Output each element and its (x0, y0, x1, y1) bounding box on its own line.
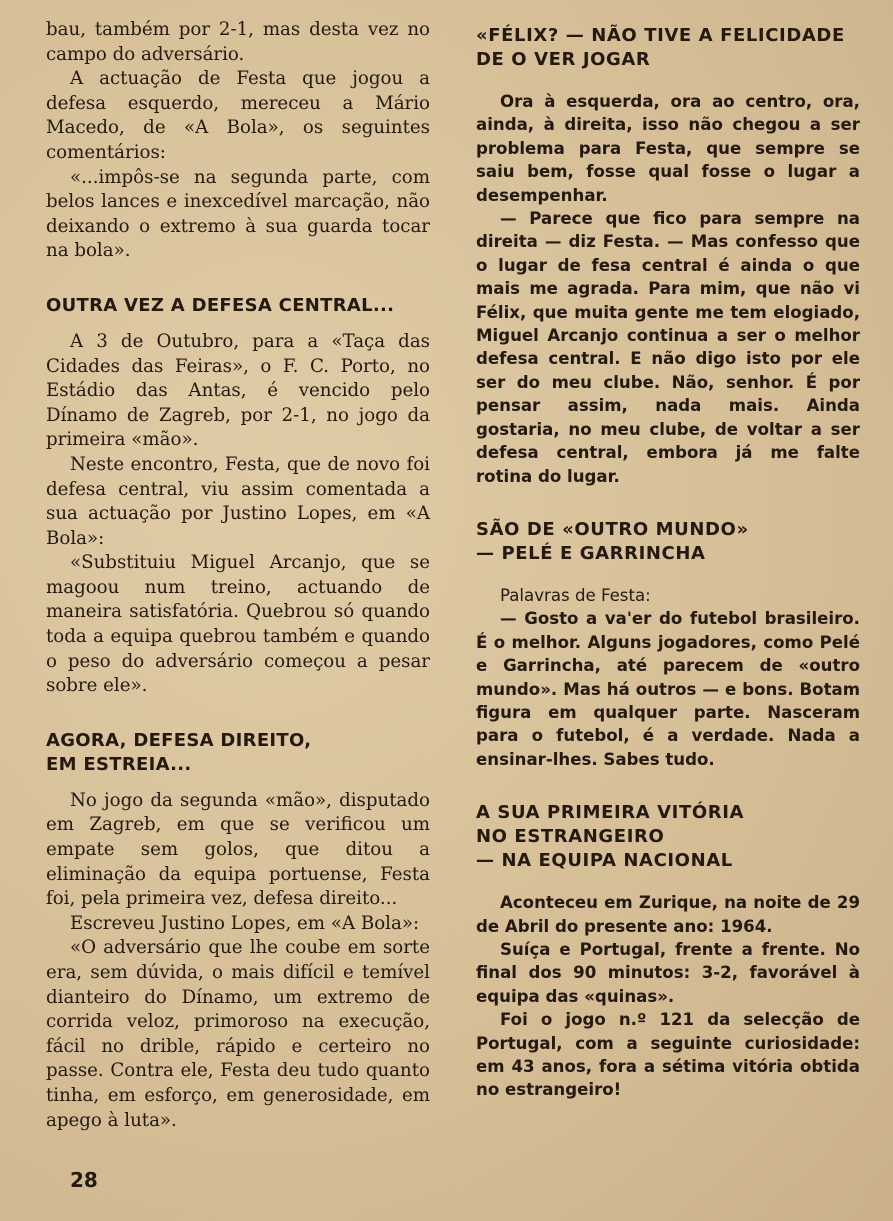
paragraph: — Gosto a va'er do futebol brasileiro. É o melhor. Alguns jogadores, como Pelé e Garrincha, até parecem de «outro mundo». Mas há outros — e bons. Botam figura em qualquer parte. Nasceram para o futebol, é a verdade. Nada a ensinar-lhes. Sabes tudo. (476, 609, 860, 769)
paragraph: No jogo da segunda «mão», disputado em Zagreb, em que se verificou um empate sem golos, que ditou a eliminação da equipa portuense, Festa foi, pela primeira vez, defesa direito... (46, 789, 430, 910)
heading-line: A SUA PRIMEIRA VITÓRIA (476, 802, 745, 824)
section-heading (46, 729, 430, 777)
paragraph: Foi o jogo n.º 121 da selecção de Portugal, com a seguinte curiosidade: em 43 anos, fora a sétima vitória obtida no estrangeiro! (476, 1010, 860, 1100)
paragraph: — Parece que fico para sempre na direita — diz Festa. — Mas confesso que o lugar de fesa central é ainda o que mais me agrada. Para mim, que não vi Félix, que muita gente me tem elogiado, Miguel Arcanjo continua a ser o melhor defesa central. E não digo isto por ele ser do meu clube. Não, senhor. É por pensar assim, nada mais. Ainda gostaria, no meu clube, de voltar a ser defesa central, embora já me falte rotina do lugar. (476, 209, 860, 486)
quote-paragraph: «O adversário que lhe coube em sorte era, sem dúvida, o mais difícil e temível dianteiro do Dínamo, um extremo de corrida veloz, primoroso na execução, fácil no drible, rápido e certeiro no passe. Contra ele, Festa deu tudo quanto tinha, em esforço, em generosidade, em apego à luta». (46, 937, 430, 1131)
paragraph: Aconteceu em Zurique, na noite de 29 de Abril do presente ano: 1964. (476, 893, 860, 936)
section-heading (476, 24, 860, 72)
heading-line: EM ESTREIA... (46, 753, 192, 775)
paragraph: Escreveu Justino Lopes, em «A Bola»: (70, 912, 420, 934)
quote-paragraph: «Substituiu Miguel Arcanjo, que se magoou num treino, actuando de maneira satisfatória. Quebrou só quando toda a equipa quebrou também e quando o peso do adversário começou a pesar sobre ele». (46, 552, 430, 697)
section (476, 801, 860, 1102)
paragraph: Suíça e Portugal, frente a frente. No final dos 90 minutos: 3-2, favorável à equipa das «quinas». (476, 939, 860, 1006)
right-column (476, 18, 860, 1102)
paragraph: bau, também por 2-1, mas desta vez no campo do adversário. (46, 19, 430, 65)
heading-line: «FÉLIX? — NÃO TIVE A FELICIDADE (476, 25, 845, 46)
section-heading: OUTRA VEZ A DEFESA CENTRAL... (46, 294, 395, 316)
left-column (46, 18, 430, 1133)
heading-line: AGORA, DEFESA DIREITO, (46, 729, 312, 751)
heading-line: DE O VER JOGAR (476, 49, 651, 70)
paragraph: A 3 de Outubro, para a «Taça das Cidades das Feiras», o F. C. Porto, no Estádio das Antas, é vencido pelo Dínamo de Zagreb, por 2-1, no jogo da primeira «mão». (46, 330, 430, 451)
section (476, 518, 860, 771)
paragraph: A actuação de Festa que jogou a defesa esquerdo, mereceu a Mário Macedo, de «A Bola», os seguintes comentários: (46, 68, 430, 163)
section (476, 24, 860, 488)
paragraph: Palavras de Festa: (500, 585, 651, 605)
heading-line: — NA EQUIPA NACIONAL (476, 850, 733, 872)
quote-paragraph: «...impôs-se na segunda parte, com belos lances e inexcedível marcação, não deixando o extremo à sua guarda tocar na bola». (46, 166, 430, 262)
paragraph: Neste encontro, Festa, que de novo foi defesa central, viu assim comentada a sua actuação por Justino Lopes, em «A Bola»: (46, 453, 430, 549)
paragraph: Ora à esquerda, ora ao centro, ora, ainda, à direita, isso não chegou a ser problema para Festa, que sempre se saiu bem, fosse qual fosse o lugar a desempenhar. (476, 92, 860, 205)
heading-line: — PELÉ E GARRINCHA (476, 542, 706, 564)
section-heading (476, 518, 860, 566)
section-heading (476, 801, 860, 873)
heading-line: SÃO DE «OUTRO MUNDO» (476, 518, 749, 540)
heading-line: NO ESTRANGEIRO (476, 826, 665, 848)
page-number: 28 (70, 1168, 98, 1192)
